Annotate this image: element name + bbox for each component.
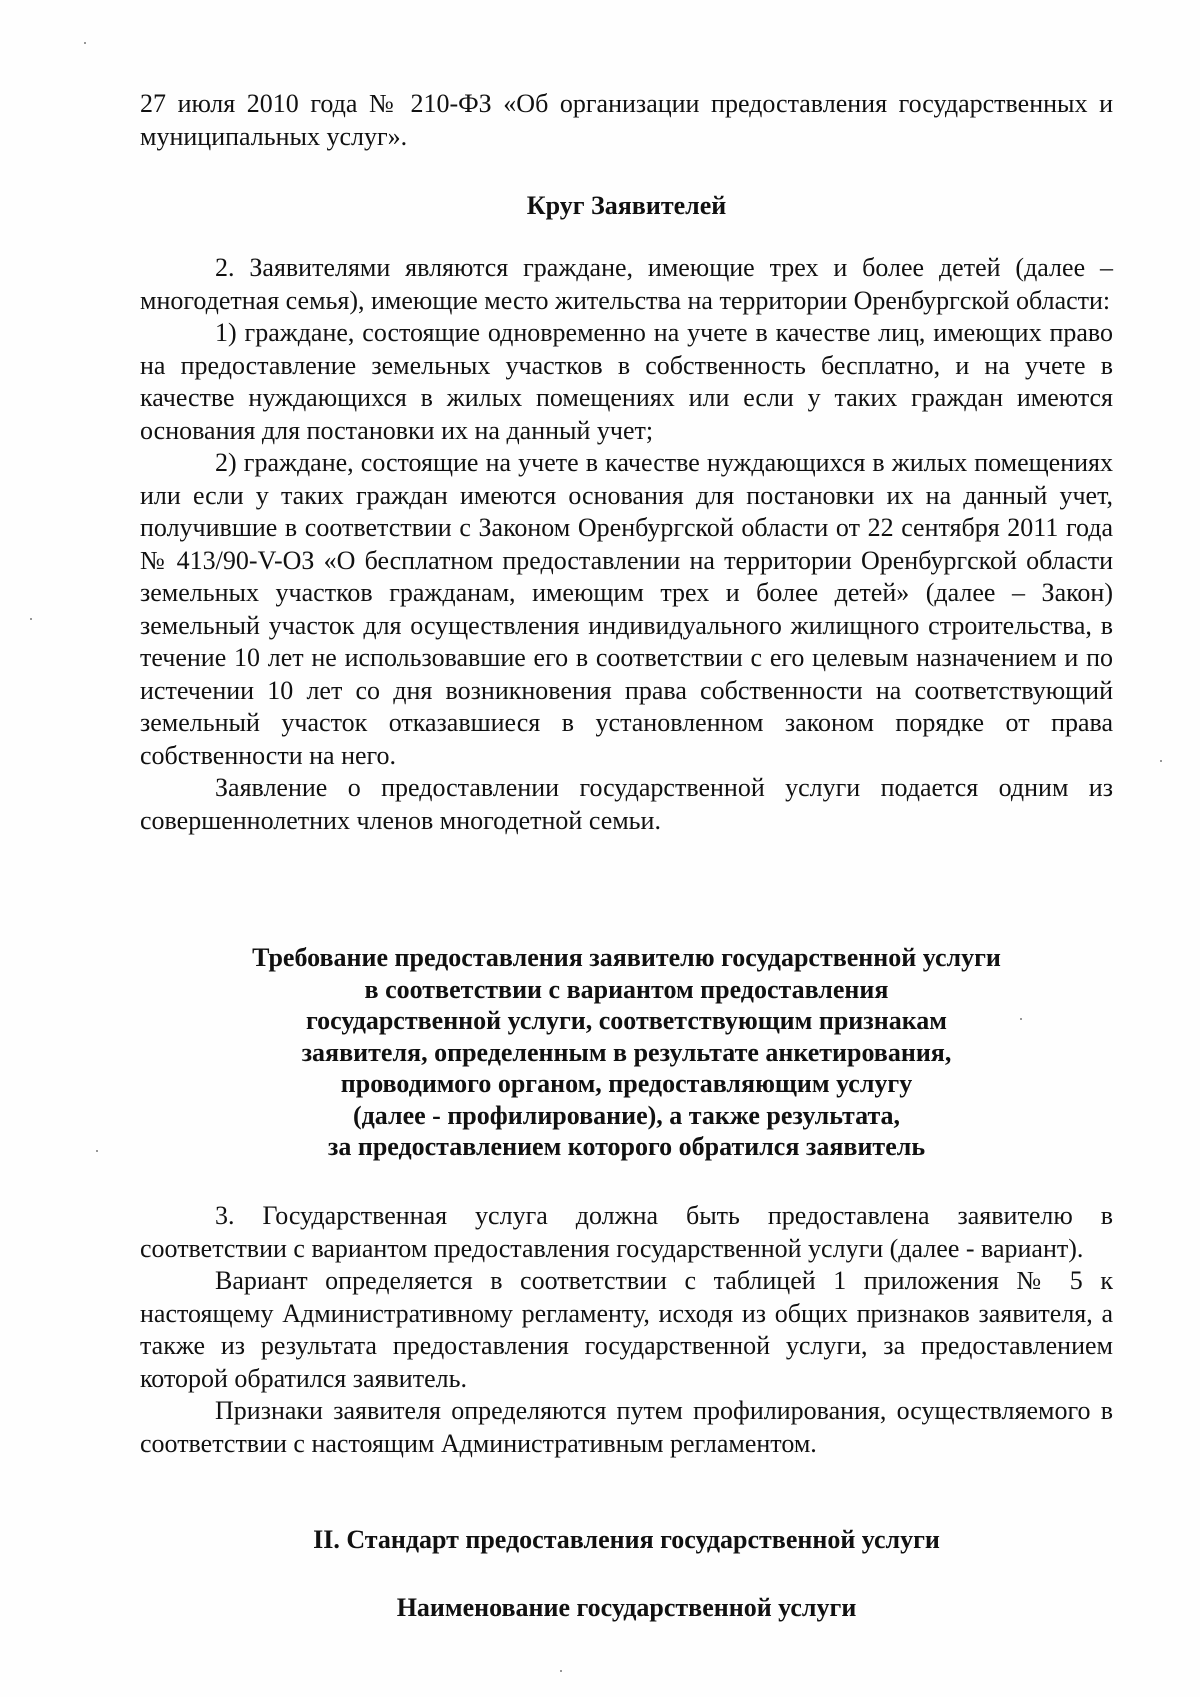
heading-line: заявителя, определенным в результате анкетирования, [301,1037,952,1067]
intro-paragraph [140,88,1113,153]
applicants-body [140,252,1113,837]
heading-line: за предоставлением которого обратился заявитель [327,1132,926,1161]
heading-line: проводимого органом, предоставляющим услугу [340,1069,913,1098]
section-title-requirement [140,942,1113,1163]
section-title-service-name: Наименование государственной услуги [396,1593,857,1622]
paragraph: Вариант определяется в соответствии с таблицей 1 приложения № 5 к настоящему Административному регламенту, исходя из общих признаков заявителя, а также из результата предоставления государственной услуги, за предоставлением которой обратился заявитель. [140,1266,1113,1393]
paragraph: 2) граждане, состоящие на учете в качестве нуждающихся в жилых помещениях или если у таких граждан имеются основания для постановки их на данный учет, получившие в соответствии с Законом Оренбургской области от 22 сентября 2011 года № 413/90-V-ОЗ «О бесплатном предоставлении на территории Оренбургской области земельных участков гражданам, имеющим трех и более детей» (далее – Закон) земельный участок для осуществления индивидуального жилищного строительства, в течение 10 лет не использовавшие его в соответствии с его целевым назначением и по истечении 10 лет со дня возникновения права собственности на соответствующий земельный участок отказавшиеся в установленном законом порядке от права собственности на него. [140,448,1113,770]
section-title-standard: II. Стандарт предоставления государственной услуги [313,1525,940,1554]
section-title-applicants: Круг Заявителей [526,191,727,220]
paragraph: Заявление о предоставлении государственной услуги подается одним из совершеннолетних членов многодетной семьи. [140,773,1113,835]
heading-line: (далее - профилирование), а также результата, [352,1100,901,1130]
scan-speck [96,1150,98,1152]
scan-speck [84,42,86,44]
requirement-body [140,1200,1113,1460]
scan-speck [560,1670,562,1672]
scan-speck [30,618,32,620]
scan-speck [1160,760,1162,762]
paragraph: 1) граждане, состоящие одновременно на учете в качестве лиц, имеющих право на предоставление земельных участков в собственность бесплатно, и на учете в качестве нуждающихся в жилых помещениях или если у таких граждан имеются основания для постановки их на данный учет; [140,318,1113,445]
paragraph: Признаки заявителя определяются путем профилирования, осуществляемого в соответствии с настоящим Административным регламентом. [140,1396,1113,1458]
heading-line: государственной услуги, соответствующим признакам [305,1006,948,1035]
intro-text: 27 июля 2010 года № 210-ФЗ «Об организации предоставления государственных и муниципальных услуг». [140,89,1113,151]
heading-line: в соответствии с вариантом предоставления [364,974,889,1004]
heading-line: Требование предоставления заявителю государственной услуги [252,943,1001,972]
paragraph: 3. Государственная услуга должна быть предоставлена заявителю в соответствии с вариантом предоставления государственной услуги (далее - вариант). [140,1201,1113,1263]
scan-speck [1020,1018,1022,1020]
paragraph: 2. Заявителями являются граждане, имеющие трех и более детей (далее – многодетная семья), имеющие место жительства на территории Оренбургской области: [140,253,1113,315]
